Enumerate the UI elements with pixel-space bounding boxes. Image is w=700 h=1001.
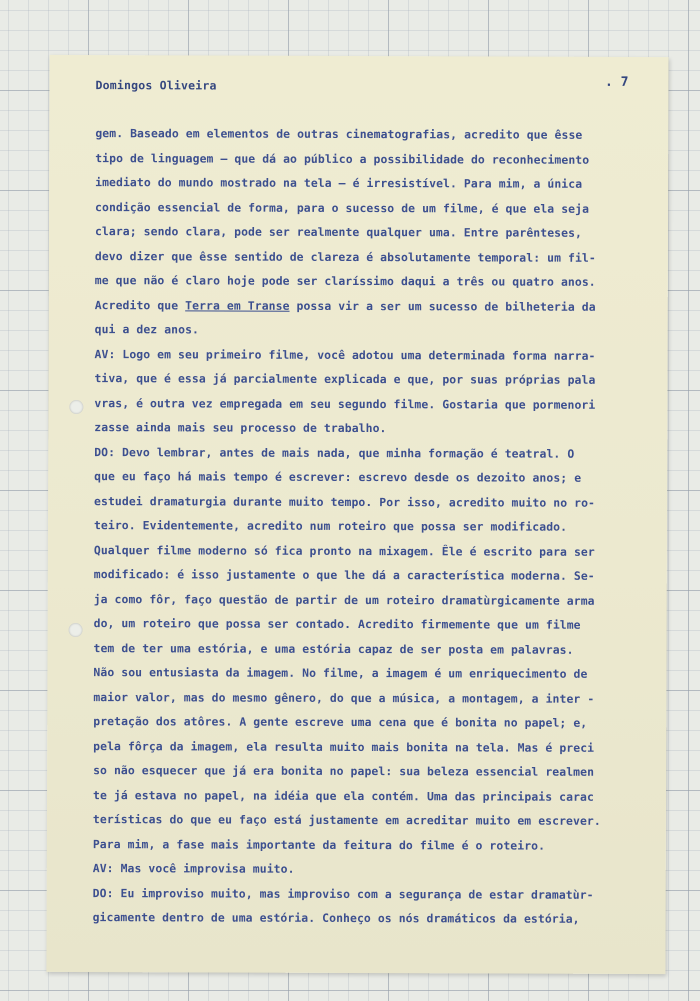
page-number: . 7: [604, 74, 629, 90]
text-segment: modificado: é isso justamente o que lhe dá a característica moderna. Se-: [93, 567, 595, 583]
text-line: [95, 170, 635, 196]
text-line: [93, 783, 633, 809]
text-segment: do, um roteiro que possa ser contado. Acredito firmemente que um filme: [93, 616, 581, 632]
text-segment: Acredito que: [94, 297, 186, 312]
text-segment: Não sou entusiasta da imagem. No filme, a imagem é um enriquecimento de: [93, 665, 588, 681]
text-line: [93, 905, 633, 931]
text-line: [94, 587, 634, 613]
text-line: [94, 391, 634, 417]
text-segment: pela fôrça da imagem, ela resulta muito mais bonita na tela. Mas é preci: [93, 738, 595, 755]
text-segment: terísticas do que eu faço está justamente em acreditar muito em escrever.: [92, 812, 601, 828]
text-segment: que eu faço há mais tempo é escrever: escrevo desde os dezoito anos; e: [94, 469, 582, 485]
typewritten-page: [46, 55, 668, 974]
text-line: [93, 758, 633, 784]
text-line: [93, 832, 633, 858]
body-text: [93, 121, 636, 931]
text-line: [93, 709, 633, 735]
author-header: Domingos Oliveira: [95, 78, 217, 93]
film-title-underlined: Terra em Transe: [185, 297, 290, 313]
text-segment: zasse ainda mais seu processo de trabalho.: [94, 420, 387, 436]
text-line: [94, 562, 634, 588]
text-segment: teiro. Evidentemente, acredito num roteiro que possa ser modificado.: [93, 518, 568, 534]
text-line: [93, 660, 633, 686]
text-segment: devo dizer que êsse sentido de clareza é absolutamente temporal: um fil-: [94, 248, 596, 265]
text-line: [94, 415, 634, 441]
text-segment: estudei dramaturgia durante muito tempo. Por isso, acredito muito no ro-: [94, 493, 596, 510]
text-segment: pretação dos atôres. A gente escreve uma cena que é bonita no papel; e,: [93, 714, 588, 730]
text-segment: gem. Baseado em elementos de outras cinematografias, acredito que êsse: [95, 126, 583, 142]
text-line: [95, 317, 635, 343]
text-segment: maior valor, mas do mesmo gênero, do que a música, a montagem, a inter -: [93, 689, 595, 706]
text-line: [95, 268, 635, 294]
text-line: [94, 366, 634, 392]
text-segment: tem de ter uma estória, e uma estória capaz de ser posta em palavras.: [93, 640, 574, 657]
text-segment: ja como fôr, faço questão de partir de um roteiro dramatùrgicamente arma: [93, 591, 595, 608]
text-segment: DO: Devo lembrar, antes de mais nada, que minha formação é teatral. O: [94, 444, 575, 461]
text-segment: gicamente dentro de uma estória. Conheço os nós dramáticos da estória,: [92, 910, 580, 926]
text-segment: tipo de linguagem — que dá ao público a possibilidade do reconhecimento: [95, 150, 590, 167]
text-segment: te já estava no papel, na idéia que ela contém. Uma das principais carac: [92, 787, 595, 804]
text-line: [95, 121, 635, 147]
text-segment: Para mim, a fase mais importante da feitura do filme é o roteiro.: [92, 836, 546, 853]
text-line: [94, 489, 634, 515]
text-segment: imediato do mundo mostrado na tela — é irresistível. Para mim, a única: [95, 175, 583, 191]
text-segment: so não esquecer que já era bonita no papel: sua beleza essencial realmen: [93, 763, 595, 779]
text-line: [93, 881, 633, 907]
text-line: [95, 219, 635, 245]
text-segment: AV: Logo em seu primeiro filme, você adotou uma determinada forma narra-: [94, 346, 596, 363]
text-segment: Qualquer filme moderno só fica pronto na mixagem. Êle é escrito para ser: [93, 542, 595, 559]
text-segment: possa vir a ser um sucesso de bilheteria da: [289, 298, 596, 314]
text-segment: vras, é outra vez empregada em seu segundo filme. Gostaria que pormenori: [94, 395, 596, 412]
text-segment: DO: Eu improviso muito, mas improviso com a segurança de estar dramatùr-: [92, 885, 594, 902]
text-line: [95, 293, 635, 319]
text-line: [94, 538, 634, 564]
text-line: [95, 195, 635, 221]
text-line: [95, 146, 635, 172]
punch-hole-top: [69, 400, 83, 414]
text-segment: AV: Mas você improvisa muito.: [92, 861, 295, 876]
text-segment: clara; sendo clara, pode ser realmente qualquer uma. Entre parênteses,: [94, 224, 583, 240]
text-line: [93, 734, 633, 760]
text-segment: condição essencial de forma, para o sucesso de um filme, é que ela seja: [95, 199, 590, 216]
punch-hole-bottom: [69, 623, 83, 637]
text-line: [95, 244, 635, 270]
text-line: [93, 807, 633, 833]
text-line: [95, 342, 635, 368]
text-segment: qui a dez anos.: [94, 322, 200, 337]
text-segment: me que não é claro hoje pode ser claríssimo daqui a três ou quatro anos.: [94, 273, 596, 289]
text-line: [94, 611, 634, 637]
text-line: [94, 440, 634, 466]
text-line: [93, 856, 633, 882]
text-line: [94, 513, 634, 539]
text-line: [93, 636, 633, 662]
text-segment: tiva, que é essa já parcialmente explicada e que, por suas próprias pala: [94, 371, 596, 387]
text-line: [93, 685, 633, 711]
text-line: [94, 464, 634, 490]
